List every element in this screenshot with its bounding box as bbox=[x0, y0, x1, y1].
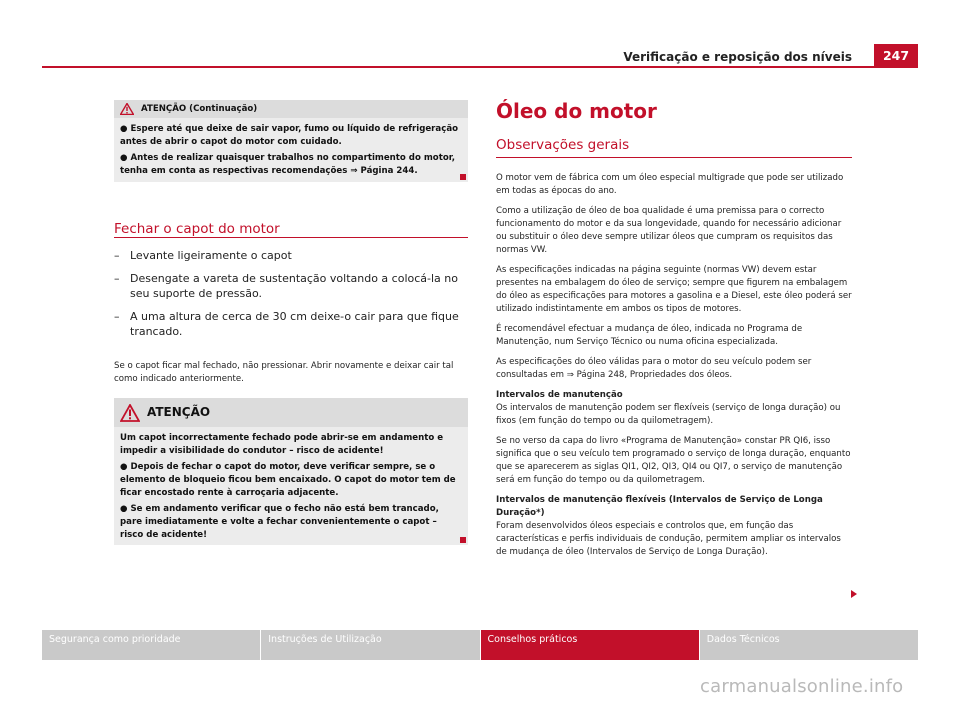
section-end-square-icon bbox=[460, 537, 466, 543]
close-hood-note: Se o capot ficar mal fechado, não pressionar. Abrir novamente e deixar cair tal como indicado anteriormente. bbox=[114, 361, 454, 384]
warning-continued-box bbox=[114, 100, 468, 182]
warning-triangle-icon bbox=[120, 103, 134, 115]
paragraph: Como a utilização de óleo de boa qualidade é uma premissa para o correcto funcionamento do motor e da sua longevidade, quando for necessário adicionar ou substituir o óleo deve sempre utilizar óleos que cumpram os requisitos das normas VW. bbox=[496, 206, 842, 255]
warning-triangle-icon bbox=[120, 404, 140, 422]
chapter-tabs bbox=[42, 630, 918, 660]
paragraph: O motor vem de fábrica com um óleo especial multigrade que pode ser utilizado em todas as épocas do ano. bbox=[496, 173, 844, 196]
chapter-title: Óleo do motor bbox=[496, 99, 657, 123]
running-header: Verificação e reposição dos níveis bbox=[623, 50, 852, 64]
warning-header bbox=[114, 398, 468, 427]
subheading: Intervalos de manutenção bbox=[496, 390, 623, 400]
paragraph: As especificações do óleo válidas para o motor do seu veículo podem ser consultadas em ⇒ Página 248, Propriedades dos óleos. bbox=[496, 357, 812, 380]
oil-subtitle: Observações gerais bbox=[496, 137, 630, 153]
warning-continued-header bbox=[114, 100, 468, 118]
tab-practical-advice[interactable]: Conselhos práticos bbox=[481, 630, 700, 660]
paragraph: Se no verso da capa do livro «Programa de Manutenção» constar PR QI6, isso significa que o seu veículo tem programado o serviço de longa duração, enquanto que se aparecerem as siglas QI1, QI2, QI3, QI4 ou QI7, o serviço de manutenção será em função do tempo ou da quilometragem. bbox=[496, 436, 851, 485]
step-item: – A uma altura de cerca de 30 cm deixe-o cair para que fique trancado. bbox=[114, 309, 459, 338]
subheading: Intervalos de manutenção flexíveis (Intervalos de Serviço de Longa Duração*) bbox=[496, 495, 823, 518]
paragraph: As especificações indicadas na página seguinte (normas VW) devem estar presentes na embalagem do óleo de serviço; sempre que figurem na embalagem do óleo as especificações para motores a gasolina e a Diesel, este óleo poderá ser utilizado indistintamente em ambos os tipos de motores. bbox=[496, 265, 852, 314]
section-end-square-icon bbox=[460, 174, 466, 180]
close-hood-steps bbox=[114, 248, 468, 347]
tab-technical-data[interactable]: Dados Técnicos bbox=[700, 630, 918, 660]
tab-instructions[interactable]: Instruções de Utilização bbox=[261, 630, 480, 660]
continue-arrow-icon bbox=[851, 590, 857, 598]
warning-text: ● Se em andamento verificar que o fecho não está bem trancado, pare imediatamente e volte a fechar convenientemente o capot – risco de acidente! bbox=[120, 504, 439, 540]
close-hood-title-rule bbox=[114, 237, 468, 238]
paragraph: Os intervalos de manutenção podem ser flexíveis (serviço de longa duração) ou fixos (em função do tempo ou da quilometragem). bbox=[496, 403, 841, 426]
paragraph: É recomendável efectuar a mudança de óleo, indicada no Programa de Manutenção, num Serviço Técnico ou numa oficina especializada. bbox=[496, 324, 803, 347]
step-item: – Levante ligeiramente o capot bbox=[114, 249, 292, 262]
tab-safety[interactable]: Segurança como prioridade bbox=[42, 630, 261, 660]
warning-continued-text: ● Espere até que deixe de sair vapor, fumo ou líquido de refrigeração antes de abrir o capot do motor com cuidado. bbox=[120, 124, 459, 147]
header-rule bbox=[42, 66, 918, 68]
paragraph: Foram desenvolvidos óleos especiais e controlos que, em função das características e perfis individuais de condução, permitem ampliar os intervalos de mudança de óleo (Intervalos de Serviço de Longa Duração). bbox=[496, 521, 841, 557]
close-hood-title: Fechar o capot do motor bbox=[114, 221, 280, 237]
oil-subtitle-rule bbox=[496, 157, 852, 158]
page-number: 247 bbox=[874, 44, 918, 68]
warning-text: ● Depois de fechar o capot do motor, deve verificar sempre, se o elemento de bloqueio ficou bem encaixado. O capot do motor tem de ficar encostado rente à carroçaria adjacente. bbox=[120, 462, 456, 498]
warning-continued-title: ATENÇÃO (Continuação) bbox=[141, 103, 258, 114]
warning-box bbox=[114, 398, 468, 545]
watermark: carmanualsonline.info bbox=[700, 676, 904, 697]
step-item: – Desengate a vareta de sustentação voltando a colocá-la no seu suporte de pressão. bbox=[114, 271, 458, 300]
warning-title: ATENÇÃO bbox=[147, 405, 211, 419]
oil-body bbox=[496, 172, 852, 566]
warning-text: Um capot incorrectamente fechado pode abrir-se em andamento e impedir a visibilidade do condutor – risco de acidente! bbox=[120, 433, 444, 456]
warning-continued-text: ● Antes de realizar quaisquer trabalhos no compartimento do motor, tenha em conta as respectivas recomendações ⇒ Página 244. bbox=[120, 153, 455, 176]
